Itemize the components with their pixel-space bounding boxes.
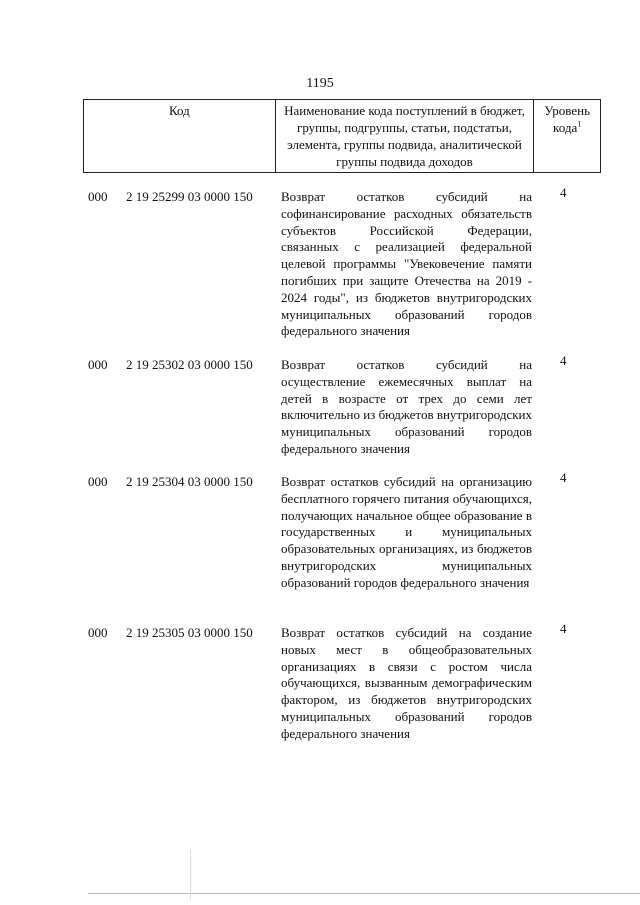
entry-description: Возврат остатков субсидий на организацию бесплатного горячего питания обучающихся, получающих начальное общее образование в государственных и муниципальных образовательных организациях, из бюджетов внутригородских муниципальных образований городов федерального значения <box>281 474 532 590</box>
entry-level: 4 <box>560 470 567 485</box>
entry-prefix: 000 <box>88 189 108 204</box>
entry-description: Возврат остатков субсидий на софинансирование расходных обязательств субъектов Российской Федерации, связанных с реализацией федеральной целевой программы "Увековечение памяти погибших при защите Отечества на 2019 - 2024 годы", из бюджетов внутригородских муниципальных образований городов федерального значения <box>281 189 532 339</box>
entry-level: 4 <box>560 185 567 200</box>
entry-prefix: 000 <box>88 357 108 372</box>
entry-code: 2 19 25304 03 0000 150 <box>126 474 253 489</box>
header-code: Код <box>84 100 276 173</box>
scan-edge-mark <box>190 850 191 900</box>
entry-code: 2 19 25299 03 0000 150 <box>126 189 253 204</box>
entry-code: 2 19 25305 03 0000 150 <box>126 625 253 640</box>
header-row <box>84 100 601 173</box>
entry-prefix: 000 <box>88 625 108 640</box>
entry-description: Возврат остатков субсидий на создание новых мест в общеобразовательных организациях в связи с ростом числа обучающихся, вызванным демографическим фактором, из бюджетов внутригородских муниципальных образований городов федерального значения <box>281 625 532 741</box>
entry-level: 4 <box>560 621 567 636</box>
entry-prefix: 000 <box>88 474 108 489</box>
entry-description: Возврат остатков субсидий на осуществление ежемесячных выплат на детей в возрасте от трех до семи лет включительно из бюджетов внутригородских муниципальных образований городов федерального значения <box>281 357 533 456</box>
header-level <box>534 100 601 173</box>
scan-edge-line <box>88 893 640 894</box>
entry-code: 2 19 25302 03 0000 150 <box>126 357 253 372</box>
header-name: Наименование кода поступлений в бюджет, группы, подгруппы, статьи, подстатьи, элемента, группы подвида, аналитической группы подвида доходов <box>275 100 534 173</box>
page-number: 1195 <box>306 76 334 91</box>
entry-level: 4 <box>560 353 567 368</box>
header-level-label: Уровень кода <box>544 103 591 135</box>
footnote-mark: 1 <box>577 119 582 129</box>
column-header-table <box>83 99 601 173</box>
